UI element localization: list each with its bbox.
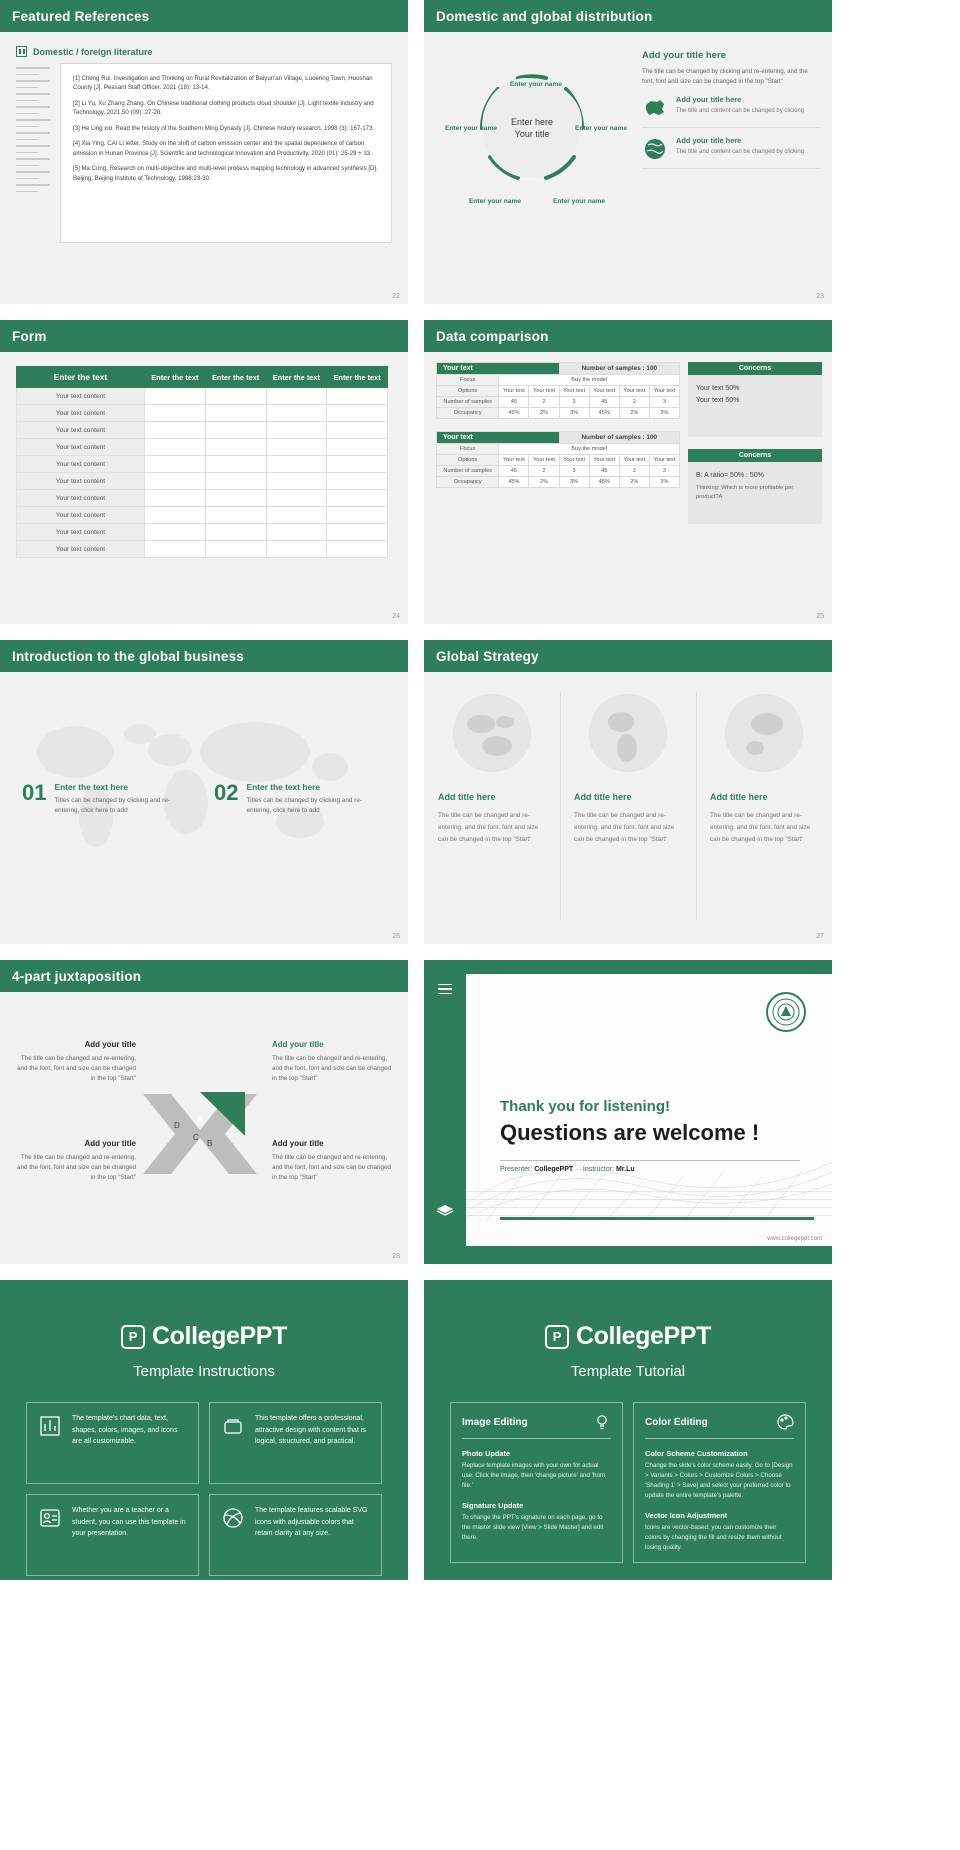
chart-icon [37,1413,63,1473]
subtitle-label: Domestic / foreign literature [33,46,153,57]
table-row [17,541,388,558]
cell: 3 [559,466,589,477]
page-number: 27 [816,933,824,940]
column-desc: The title can be changed and re-entering, and the font, font and size can be changed in the top "Start" [438,812,539,844]
slide-body [0,672,408,944]
cell [145,422,206,439]
cell: 3 [559,397,589,408]
comparison-tables [436,362,680,524]
slide-title: Global Strategy [424,640,832,672]
quadrant [272,1139,392,1183]
concerns-body [688,462,822,524]
bulb-icon [593,1413,611,1431]
row-label: Occupancy [437,477,499,488]
cell [205,541,266,558]
cell [327,490,388,507]
tutorial-cards [424,1380,832,1563]
row-label: Your text content [17,541,145,558]
svg-text:D: D [174,1121,180,1130]
cell [266,456,327,473]
page-number: 24 [392,613,400,620]
cell: 3% [649,477,679,488]
focus-value: Buy the model [499,375,680,386]
reference-item: [1] Cheng Rui. Investigation and Thinking on Rural Revitalization of Baiyun'an Village, Luoering Town, Huoshan County [J]. Peasant Staff Officer, 2021 (18): 13-14. [73,75,373,92]
row-label: Your text content [17,388,145,405]
row-label: Your text content [17,507,145,524]
quadrant-title: Add your title [272,1040,324,1049]
item-title: Add your title here [676,94,742,104]
concern-line: B: A ratio= 50% : 50% [696,472,764,479]
university-seal-icon [766,992,806,1032]
brand-name: CollegePPT [576,1322,711,1350]
cell [145,405,206,422]
reference-item: [4] Xia Ying, CAI Li letter. Study on the shift of carbon emission center and the spatial dependence of carbon emission in Hunan Province [J]. Scientific and technological Innovation and Productivity, 2020 (01): 25-29 + 33. [73,140,372,157]
cell [145,388,206,405]
cell: 3 [649,466,679,477]
quadrant [272,1040,392,1084]
table-row [17,473,388,490]
cell [327,456,388,473]
globe-icon [642,136,668,162]
table-row [17,405,388,422]
page-number: 26 [392,933,400,940]
quadrant-desc: The title can be changed and re-entering, and the font, font and size can be changed in the top "Start" [272,1154,392,1182]
petal-label: Enter your name [509,81,563,88]
instruction-card [26,1494,199,1576]
panel-template-instructions [0,1280,408,1580]
card-heading: Image Editing [462,1416,528,1428]
cell [327,422,388,439]
concern-line: Your text 50% [696,385,740,392]
slide-featured-references [0,0,408,304]
menu-icon[interactable] [438,984,452,994]
column-desc: The title can be changed and re-entering, and the font, font and size can be changed in the top "Start" [710,812,811,844]
row-label: Your text content [17,473,145,490]
item-desc: The title and content can be changed by clicking [676,107,805,114]
page-number: 28 [392,1253,400,1260]
cell [145,490,206,507]
cell: Your text [559,386,589,397]
cell [205,422,266,439]
numbered-blocks [22,782,384,817]
slide-body [0,992,408,1264]
cell [205,524,266,541]
cell [205,439,266,456]
strategy-column [560,672,696,944]
page-number: 23 [816,293,824,300]
cell [327,388,388,405]
presenter-label: Presenter: [500,1166,533,1173]
focus-value: Buy the model [499,444,680,455]
divider [500,1160,800,1161]
quadrant-title: Add your title [84,1139,136,1148]
card-text: Whether you are a teacher or a student, you can use this template in your presentation. [72,1507,186,1538]
petal-label: Enter your name [468,198,522,205]
column-title: Add title here [574,792,632,802]
slide-body [424,672,832,944]
cell: Your text [649,455,679,466]
table-row [17,456,388,473]
cell: Your text [529,386,559,397]
cell: 2% [529,477,559,488]
column-title: Add title here [710,792,768,802]
cell [327,473,388,490]
quadrant-desc: The title can be changed and re-entering, and the font, font and size can be changed in the top "Start" [16,1055,136,1083]
row-label: Occupancy [437,408,499,419]
petal-label: Enter your name [552,198,606,205]
cell [266,405,327,422]
item-desc: To change the PPT's signature on each page, go to the master slide view [View > Slide Master] and edit there. [462,1513,604,1541]
brand-logo [0,1322,408,1351]
layers-icon [436,1204,454,1220]
concerns-header: Concerns [688,362,822,375]
cell [205,490,266,507]
slide-title: Data comparison [424,320,832,352]
cell [327,439,388,456]
cell: Your text [619,455,649,466]
basketball-icon [220,1505,246,1565]
center-line-1: Enter here [510,116,554,127]
cell [145,541,206,558]
table-title: Your text [437,363,560,375]
item-title: Color Scheme Customization [645,1449,748,1458]
cell [266,490,327,507]
table-row [17,439,388,456]
block-desc: Titles can be changed by clicking and re-entering, click here to add [54,797,171,815]
card-heading: Color Editing [645,1416,708,1428]
card-text: The template features scalable SVG icons with adjustable colors that retain clarity at any size. [255,1507,368,1538]
row-label: Your text content [17,439,145,456]
row-label: Your text content [17,524,145,541]
card-text: This template offers a professional, attractive design with content that is logical, structured, and practical. [255,1415,366,1446]
quadrant [16,1040,136,1084]
slide-global-strategy [424,640,832,944]
comparison-table [436,362,680,419]
slide-data-comparison [424,320,832,624]
panel-template-tutorial [424,1280,832,1580]
cell: 45% [589,477,619,488]
cell [327,524,388,541]
cell: Your text [589,455,619,466]
slide-title: 4-part juxtaposition [0,960,408,992]
cell [266,507,327,524]
concerns-column [688,362,822,524]
column-header: Enter the text [327,367,388,388]
slide-body [424,32,832,304]
block-number: 02 [214,780,239,805]
cell: 3% [559,477,589,488]
slide-body [424,352,832,624]
cell [327,507,388,524]
cell: 45% [589,408,619,419]
references-card [60,63,392,243]
center-line-2: Your title [514,129,550,139]
column-header: Enter the text [205,367,266,388]
block-title: Enter the text here [54,782,129,792]
logo-mark-icon: P [545,1325,569,1349]
quadrant [16,1139,136,1183]
slide-title: Introduction to the global business [0,640,408,672]
cell [145,473,206,490]
table-row [17,524,388,541]
data-table [16,366,388,558]
cell: 2% [529,408,559,419]
concerns-body [688,375,822,437]
presenter-info [500,1166,635,1173]
concern-line: Your text 50% [696,397,740,404]
numbered-block [22,782,192,817]
block-title: Enter the text here [246,782,321,792]
quadrant-desc: The title can be changed and re-entering, and the font, font and size can be changed in the top "Start" [272,1055,392,1083]
brand-name: CollegePPT [152,1322,287,1350]
slide-body [0,366,408,624]
cell [205,456,266,473]
cell: Your text [649,386,679,397]
row-label: Your text content [17,456,145,473]
table-row [17,422,388,439]
reference-item: [2] Li Yu, Xu Zhang Zhang. On Chinese traditional clothing products cloud shoulder [J]. Light textile industry and Technology, 2021,50 (09): 27-28. [73,99,374,117]
cell: Your text [499,455,529,466]
cell: 45 [499,466,529,477]
table-title: Your text [437,432,560,444]
page-number: 22 [392,293,400,300]
cell [266,524,327,541]
cell: Your text [499,386,529,397]
item-desc: Replace template images with your own for actual use. Click the image, then 'change picture' and 'from file.' [462,1462,606,1489]
x-shape-diagram [141,1088,259,1180]
item-title: Add your title here [676,135,742,145]
slide-domestic-global-distribution [424,0,832,304]
cell [145,524,206,541]
numbered-block [214,782,384,817]
block-desc: Titles can be changed by clicking and re-entering, click here to add [246,797,363,815]
item-desc: Change the slide's color scheme easily. Go to [Design > Variants > Colors > Customize Colors > Choose 'Shading 1' > Save] and select your preferred color to update the entire template's palette. [645,1462,793,1499]
decorative-lines [16,63,60,243]
slide-global-business-intro [0,640,408,944]
cell [327,405,388,422]
cell [266,388,327,405]
cell [205,507,266,524]
cell [266,473,327,490]
row-label: Options [437,455,499,466]
page-number: 25 [816,613,824,620]
content-title: Add your title here [642,50,726,61]
presenter-name: CollegePPT [534,1166,574,1173]
cell: 45 [589,397,619,408]
instructor-label: Instructor: [582,1166,615,1173]
panel-subtitle: Template Tutorial [570,1363,686,1380]
petal-label: Enter your name [574,125,628,132]
globe-icon [725,694,803,772]
quadrant-title: Add your title [84,1040,136,1049]
svg-text:A: A [197,1114,204,1124]
cell [266,541,327,558]
cell [266,422,327,439]
globe-icon [589,694,667,772]
flower-diagram [424,32,639,304]
table-row [17,388,388,405]
thanks-heading: Thank you for listening! [500,1098,671,1115]
right-content [642,50,820,169]
instructor-name: Mr.Lu [615,1166,635,1173]
row-label: Your text content [17,422,145,439]
cell: 2% [619,477,649,488]
column-desc: The title can be changed and re-entering, and the font, font and size can be changed in the top "Start" [574,812,675,844]
instruction-card [209,1402,382,1484]
item-desc: The title and content can be changed by clicking [676,148,805,155]
row-label: Your text content [17,490,145,507]
quadrant-desc: The title can be changed and re-entering, and the font, font and size can be changed in the top "Start" [16,1154,136,1182]
svg-text:C: C [193,1133,199,1142]
item-desc: Icons are vector-based; you can customize their colors by changing the fill and resize them without losing quality. [645,1523,782,1551]
cell [266,439,327,456]
concern-note: Thinking: Which is more profitable per product?A [696,485,794,500]
table-row [17,490,388,507]
block-number: 01 [22,780,47,805]
focus-label: Focus [437,375,499,386]
slide-form [0,320,408,624]
column-header: Enter the text [17,367,145,388]
quadrant-title: Add your title [272,1139,324,1148]
svg-text:B: B [207,1139,213,1148]
cell: 2 [529,397,559,408]
cell: Your text [589,386,619,397]
reference-item: [5] Ma Cong. Research on multi-objective and multi-level process mapping technology in advanced synthesis [D]. Beijing: Beijing Institute of Technology, 1998:23-30. [73,165,378,182]
slide-thank-you [424,960,832,1264]
cell [145,439,206,456]
slide-title: Featured References [0,0,408,32]
slide-body [0,46,408,304]
cell: 45 [499,397,529,408]
cell: 3 [649,397,679,408]
tutorial-card [450,1402,623,1563]
table-header-row [17,367,388,388]
cell: Your text [529,455,559,466]
instruction-card [209,1494,382,1576]
cell [327,541,388,558]
tutorial-card [633,1402,806,1563]
content-description: The title can be changed by clicking and re-entering, and the font, font and size can be changed in the top "Start" [642,68,808,85]
sample-count: Number of samples : 100 [559,363,679,375]
table-row [17,507,388,524]
column-header: Enter the text [266,367,327,388]
cell [145,507,206,524]
strategy-column [424,672,560,944]
slide-title: Domestic and global distribution [424,0,832,32]
cell: 45 [589,466,619,477]
cell [145,456,206,473]
cell: 2% [619,408,649,419]
website-url: www.collegeppt.com [767,1236,822,1242]
column-title: Add title here [438,792,496,802]
concerns-header: Concerns [688,449,822,462]
reference-item: [3] He Ling xiu. Read the history of the Southern Ming Dynasty [J]. Chinese history research, 1998 (3): 167-173. [73,124,375,132]
panel-subtitle: Template Instructions [133,1363,275,1380]
row-label: Number of samples [437,397,499,408]
user-icon [37,1505,63,1565]
cell: Your text [559,455,589,466]
row-label: Options [437,386,499,397]
comparison-table [436,431,680,488]
cell: 2 [619,466,649,477]
petal-label: Enter your name [444,125,498,132]
row-label: Your text content [17,405,145,422]
column-header: Enter the text [145,367,206,388]
instruction-card [26,1402,199,1484]
cell [205,405,266,422]
section-subtitle [16,46,408,57]
cell [205,388,266,405]
cell: 3% [649,408,679,419]
slide-title: Form [0,320,408,352]
cell: 2 [529,466,559,477]
palette-icon [776,1413,794,1431]
item-title: Photo Update [462,1449,511,1458]
questions-heading: Questions are welcome ! [500,1120,760,1145]
list-item [642,87,820,128]
logo-mark-icon: P [121,1325,145,1349]
item-title: Vector Icon Adjustment [645,1510,728,1520]
book-icon [16,46,27,57]
brand-logo [424,1322,832,1351]
accent-bar [500,1217,814,1220]
strategy-column [696,672,832,944]
globe-icon [453,694,531,772]
cell: 3% [559,408,589,419]
china-map-icon [642,95,668,121]
cell: Your text [619,386,649,397]
layers-icon [220,1413,246,1473]
cell: 45% [499,477,529,488]
instruction-cards [0,1380,408,1576]
cell: 45% [499,408,529,419]
slide-4-part-juxtaposition [0,960,408,1264]
list-item [642,128,820,169]
sample-count: Number of samples : 100 [559,432,679,444]
item-title: Signature Update [462,1500,524,1510]
row-label: Number of samples [437,466,499,477]
focus-label: Focus [437,444,499,455]
card-text: The template's chart data, text, shapes, colors, images, and icons are all customizable. [72,1415,178,1446]
content-card [466,974,832,1246]
cell: 2 [619,397,649,408]
cell [205,473,266,490]
